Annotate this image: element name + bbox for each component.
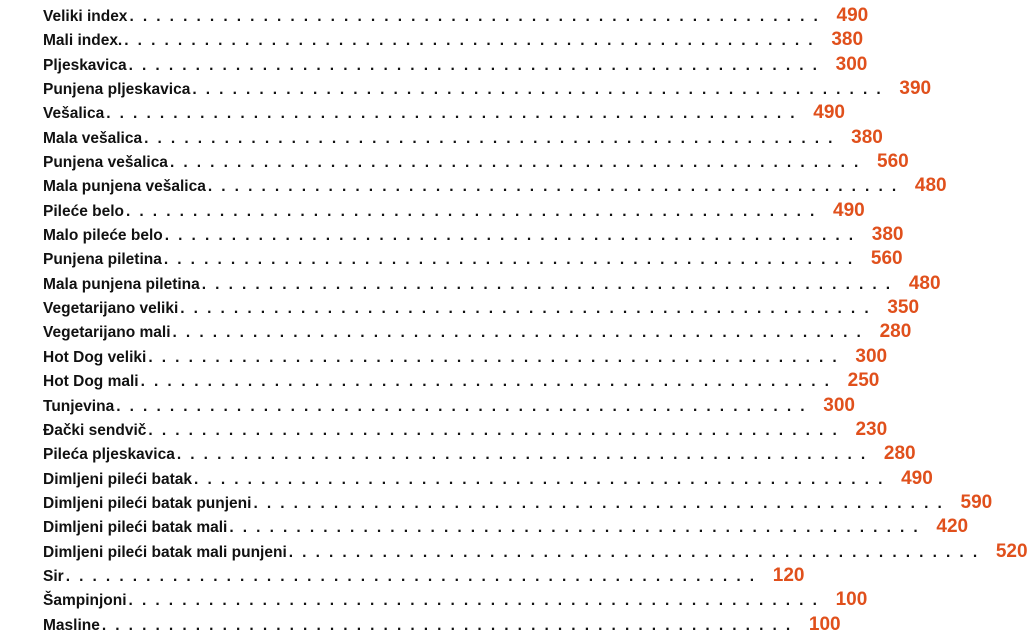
item-name: Dimljeni pileći batak punjeni: [43, 494, 252, 512]
dot-leader: . . . . . . . . . . . . . . . . . . . . . . . . . . . . . . . . . . . . . . . . . . . . . . . . . . . .: [129, 8, 821, 25]
menu-row: [43, 247, 903, 271]
item-name: Punjena pljeskavica: [43, 81, 191, 99]
item-name: Pileća pljeskavica: [43, 446, 175, 464]
item-price: 230: [855, 418, 888, 440]
menu-row: [43, 540, 1028, 564]
item-price: 350: [887, 297, 920, 319]
menu-row: [43, 101, 845, 125]
dot-leader: . . . . . . . . . . . . . . . . . . . . . . . . . . . . . . . . . . . . . . . . . . . . . . . . . . . .: [144, 129, 835, 147]
item-name: Pileće belo: [43, 202, 124, 220]
menu-row: [43, 77, 932, 101]
dot-leader: . . . . . . . . . . . . . . . . . . . . . . . . . . . . . . . . . . . . . . . . . . . . . . . . . . . .: [172, 324, 864, 342]
dot-leader: . . . . . . . . . . . . . . . . . . . . . . . . . . . . . . . . . . . . . . . . . . . . . . . . . . . .: [140, 373, 832, 391]
menu-row: [43, 515, 969, 539]
item-price: 420: [936, 516, 969, 538]
item-name: Mala vešalica: [43, 129, 143, 147]
item-name: Vegetarijano veliki: [43, 300, 179, 318]
item-price: 490: [833, 199, 865, 221]
item-name: Đački sendvič: [43, 421, 147, 439]
menu-row: [43, 320, 912, 344]
dot-leader: . . . . . . . . . . . . . . . . . . . . . . . . . . . . . . . . . . . . . . . . . . . . . . . . . . . .: [125, 202, 817, 220]
dot-leader: . . . . . . . . . . . . . . . . . . . . . . . . . . . . . . . . . . . . . . . . . . . . . . . . . . . .: [192, 81, 884, 99]
menu-row: [43, 126, 883, 150]
item-price: 560: [877, 151, 909, 173]
item-price: 380: [851, 126, 883, 148]
dot-leader: . . . . . . . . . . . . . . . . . . . . . . . . . . . . . . . . . . . . . . . . . . . . . . . . . . . .: [180, 300, 872, 318]
menu-row: [43, 467, 933, 491]
dot-leader: . . . . . . . . . . . . . . . . . . . . . . . . . . . . . . . . . . . . . . . . . . . . . . . . . . . .: [116, 397, 807, 415]
item-name: Veliki index: [43, 8, 128, 25]
item-price: 100: [835, 589, 868, 611]
menu-row: [43, 4, 869, 28]
item-name: Malo pileće belo: [43, 227, 163, 245]
item-name: Hot Dog mali: [43, 373, 139, 391]
item-price: 490: [836, 5, 869, 26]
item-price: 300: [823, 394, 855, 416]
menu-row: [43, 199, 865, 223]
item-name: Mala punjena piletina: [43, 275, 200, 293]
dot-leader: . . . . . . . . . . . . . . . . . . . . . . . . . . . . . . . . . . . . . . . . . . . . . . . . . . . .: [229, 519, 921, 537]
item-price: 590: [960, 491, 993, 513]
item-price: 280: [879, 321, 912, 343]
menu-row: [43, 174, 947, 198]
item-price: 490: [901, 467, 933, 489]
dot-leader: . . . . . . . . . . . . . . . . . . . . . . . . . . . . . . . . . . . . . . . . . . . . . . . . . . . .: [164, 227, 856, 245]
dot-leader: . . . . . . . . . . . . . . . . . . . . . . . . . . . . . . . . . . . . . . . . . . . . . . . . . . . .: [169, 154, 861, 172]
item-name: Punjena piletina: [43, 251, 162, 269]
item-name: Pljeskavica: [43, 56, 127, 74]
menu-row: [43, 442, 916, 466]
dot-leader: . . . . . . . . . . . . . . . . . . . . . . . . . . . . . . . . . . . . . . . . . . . . . . . . . . . .: [194, 470, 885, 488]
item-price: 480: [914, 175, 947, 197]
dot-leader: . . . . . . . . . . . . . . . . . . . . . . . . . . . . . . . . . . . . . . . . . . . . . . . . . . . .: [124, 32, 816, 50]
menu-row: [43, 150, 909, 174]
item-name: Dimljeni pileći batak: [43, 470, 193, 488]
item-price: 120: [772, 564, 805, 586]
item-price: 300: [835, 53, 868, 75]
item-price: 280: [883, 443, 916, 465]
item-price: 100: [808, 613, 841, 635]
dot-leader: . . . . . . . . . . . . . . . . . . . . . . . . . . . . . . . . . . . . . . . . . . . . . . . . . . . .: [128, 56, 820, 74]
menu-row: [43, 28, 864, 52]
menu-row: [43, 588, 868, 612]
dot-leader: . . . . . . . . . . . . . . . . . . . . . . . . . . . . . . . . . . . . . . . . . . . . . . . . . . . .: [148, 348, 840, 366]
item-name: Punjena vešalica: [43, 154, 168, 172]
dot-leader: . . . . . . . . . . . . . . . . . . . . . . . . . . . . . . . . . . . . . . . . . . . . . . . . . . . .: [148, 421, 840, 439]
item-price: 380: [871, 224, 904, 246]
dot-leader: . . . . . . . . . . . . . . . . . . . . . . . . . . . . . . . . . . . . . . . . . . . . . . . . . . . .: [207, 178, 899, 196]
menu-row: [43, 613, 841, 637]
item-price: 380: [831, 29, 864, 51]
dot-leader: . . . . . . . . . . . . . . . . . . . . . . . . . . . . . . . . . . . . . . . . . . . . . . . . . . . .: [65, 567, 757, 585]
menu-row: [43, 394, 855, 418]
menu-row: [43, 369, 880, 393]
menu-row: [43, 296, 920, 320]
item-name: Šampinjoni: [43, 592, 127, 610]
menu-row: [43, 53, 868, 77]
menu-row: [43, 418, 888, 442]
dot-leader: . . . . . . . . . . . . . . . . . . . . . . . . . . . . . . . . . . . . . . . . . . . . . . . . . . . .: [128, 592, 820, 610]
dot-leader: . . . . . . . . . . . . . . . . . . . . . . . . . . . . . . . . . . . . . . . . . . . . . . . . . . . .: [253, 494, 945, 512]
dot-leader: . . . . . . . . . . . . . . . . . . . . . . . . . . . . . . . . . . . . . . . . . . . . . . . . . . . .: [163, 251, 855, 269]
item-name: Hot Dog veliki: [43, 348, 147, 366]
item-name: Vegetarijano mali: [43, 324, 171, 342]
item-price: 520: [995, 540, 1028, 562]
dot-leader: . . . . . . . . . . . . . . . . . . . . . . . . . . . . . . . . . . . . . . . . . . . . . . . . . . . .: [101, 616, 793, 634]
item-name: Masline: [43, 616, 100, 634]
item-name: Dimljeni pileći batak mali punjeni: [43, 543, 287, 561]
menu-row: [43, 272, 941, 296]
dot-leader: . . . . . . . . . . . . . . . . . . . . . . . . . . . . . . . . . . . . . . . . . . . . . . . . . . . .: [106, 105, 797, 123]
menu-row: [43, 345, 888, 369]
menu-row: [43, 564, 805, 588]
item-name: Dimljeni pileći batak mali: [43, 519, 228, 537]
item-price: 300: [855, 345, 888, 367]
dot-leader: . . . . . . . . . . . . . . . . . . . . . . . . . . . . . . . . . . . . . . . . . . . . . . . . . . . .: [176, 446, 868, 464]
item-name: Sir: [43, 567, 64, 585]
item-price: 250: [847, 370, 880, 392]
dot-leader: . . . . . . . . . . . . . . . . . . . . . . . . . . . . . . . . . . . . . . . . . . . . . . . . . . . .: [201, 275, 893, 293]
item-price: 480: [908, 272, 941, 294]
item-name: Tunjevina: [43, 397, 115, 415]
menu-row: [43, 491, 993, 515]
dot-leader: . . . . . . . . . . . . . . . . . . . . . . . . . . . . . . . . . . . . . . . . . . . . . . . . . . . .: [288, 543, 980, 561]
menu-row: [43, 223, 904, 247]
item-name: Mali index.: [43, 32, 123, 50]
price-list: [43, 4, 1028, 637]
item-name: Vešalica: [43, 105, 105, 123]
item-price: 560: [870, 248, 903, 270]
item-price: 490: [813, 102, 845, 124]
item-price: 390: [899, 78, 932, 100]
item-name: Mala punjena vešalica: [43, 178, 206, 196]
